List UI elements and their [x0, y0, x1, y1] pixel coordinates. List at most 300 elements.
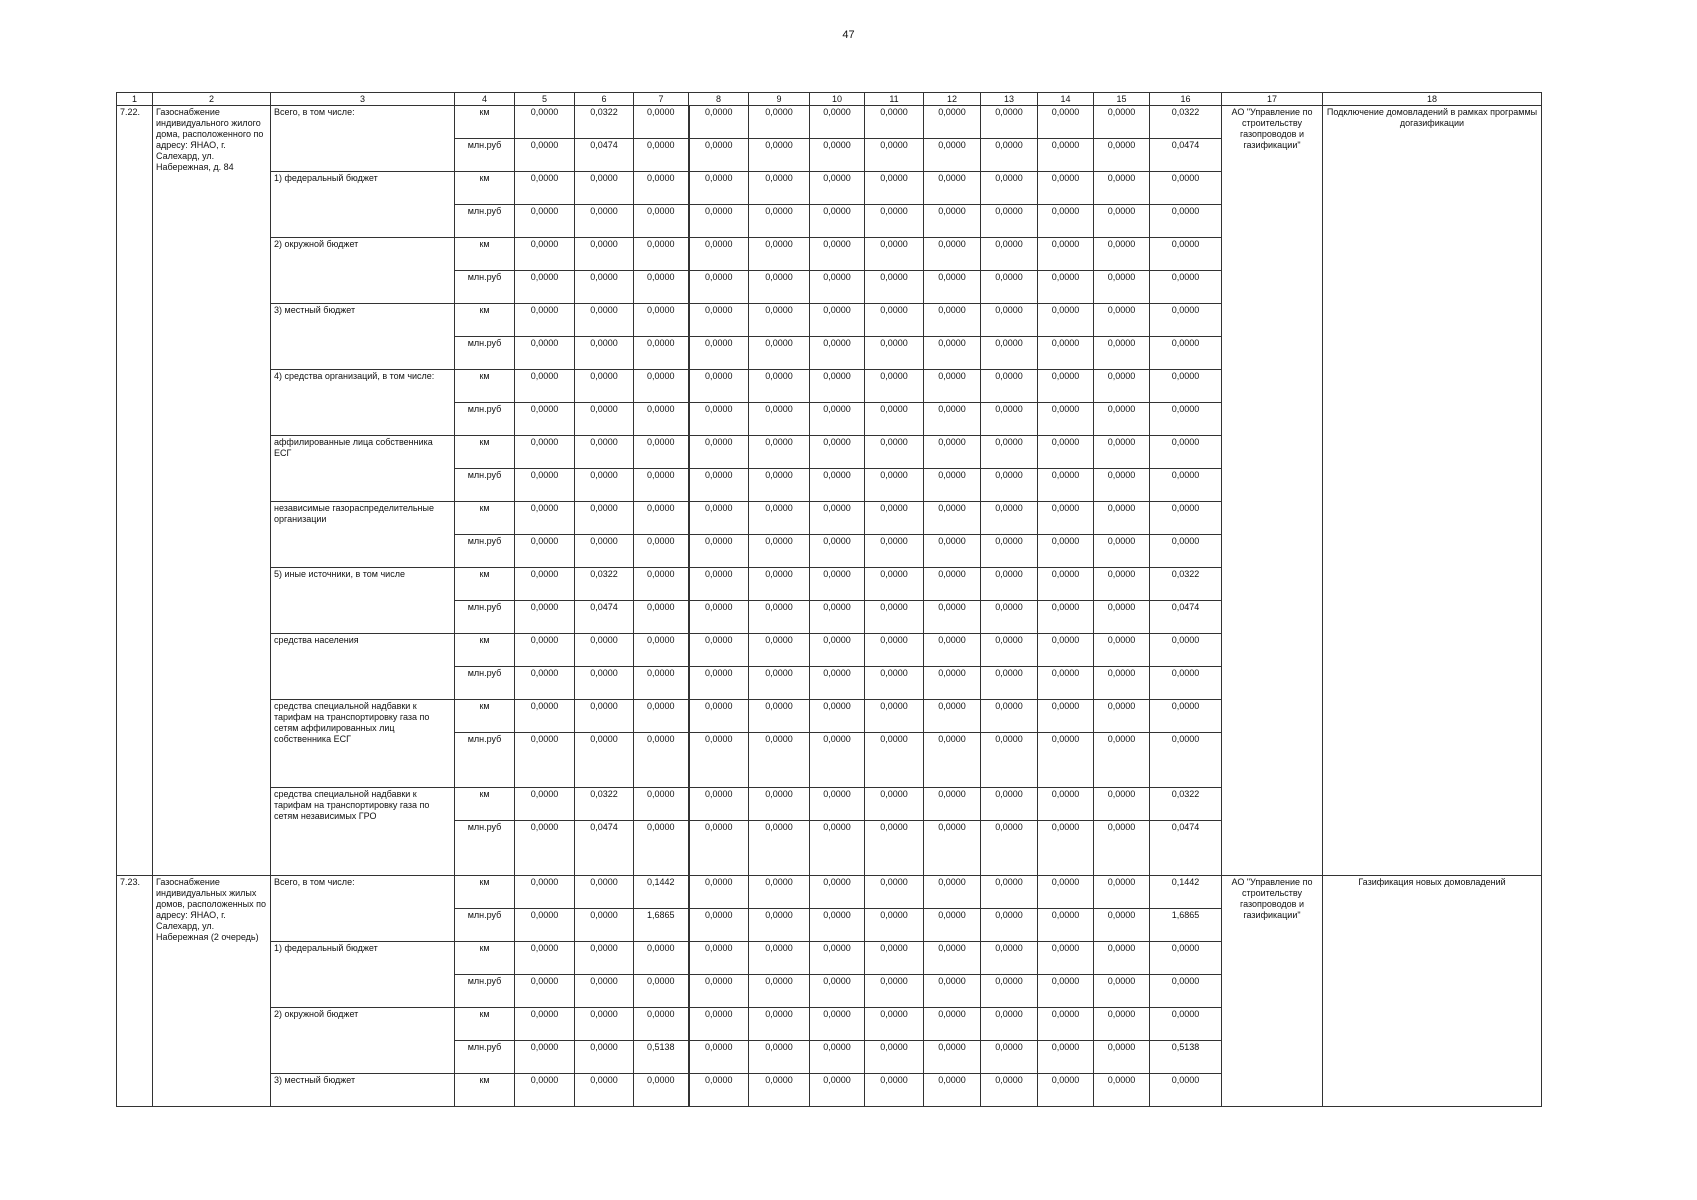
value-cell: 0,0000	[981, 172, 1038, 205]
value-cell: 0,0000	[924, 205, 981, 238]
value-cell: 0,0000	[749, 1008, 810, 1041]
value-cell: 0,0000	[924, 403, 981, 436]
header-cell-6: 6	[575, 93, 634, 106]
value-cell: 0,0000	[1094, 568, 1150, 601]
value-cell: 0,0000	[634, 535, 689, 568]
value-cell: 0,0000	[810, 370, 865, 403]
unit-cell: км	[455, 876, 515, 909]
value-cell: 0,0000	[575, 337, 634, 370]
value-cell: 0,0000	[515, 535, 575, 568]
value-cell: 0,0000	[981, 502, 1038, 535]
value-cell: 0,0000	[689, 634, 749, 667]
value-cell: 0,0000	[924, 238, 981, 271]
funding-source-label: 1) федеральный бюджет	[271, 172, 455, 238]
funding-source-label: средства специальной надбавки к тарифам на транспортировку газа по сетям независимых ГРО	[271, 788, 455, 876]
header-cell-1: 1	[117, 93, 153, 106]
header-cell-12: 12	[924, 93, 981, 106]
value-cell: 0,0000	[515, 700, 575, 733]
value-cell: 0,0000	[981, 601, 1038, 634]
value-cell: 0,0000	[810, 568, 865, 601]
header-cell-13: 13	[981, 93, 1038, 106]
value-cell: 0,0474	[1150, 601, 1222, 634]
value-cell: 0,0000	[981, 271, 1038, 304]
value-cell: 0,0000	[689, 172, 749, 205]
value-cell: 0,0000	[515, 667, 575, 700]
value-cell: 0,0000	[634, 172, 689, 205]
value-cell: 0,0322	[575, 568, 634, 601]
value-cell: 0,0000	[810, 788, 865, 821]
header-cell-16: 16	[1150, 93, 1222, 106]
value-cell: 0,0000	[865, 205, 924, 238]
value-cell: 0,0000	[689, 304, 749, 337]
value-cell: 0,0000	[749, 700, 810, 733]
header-cell-5: 5	[515, 93, 575, 106]
value-cell: 0,0000	[1038, 1008, 1094, 1041]
value-cell: 0,0000	[981, 876, 1038, 909]
value-cell: 0,0000	[689, 1008, 749, 1041]
value-cell: 0,0000	[1150, 436, 1222, 469]
funding-source-label: независимые газораспределительные организации	[271, 502, 455, 568]
value-cell: 0,0000	[865, 821, 924, 876]
value-cell: 1,6865	[1150, 909, 1222, 942]
value-cell: 0,0000	[689, 700, 749, 733]
funding-source-label: 1) федеральный бюджет	[271, 942, 455, 1008]
value-cell: 0,0000	[810, 337, 865, 370]
value-cell: 0,0000	[749, 337, 810, 370]
value-cell: 0,0000	[634, 700, 689, 733]
value-cell: 0,0000	[810, 733, 865, 788]
value-cell: 0,0000	[634, 634, 689, 667]
project-note: Газификация новых домовладений	[1323, 876, 1542, 1107]
value-cell: 0,0000	[575, 238, 634, 271]
header-row	[117, 93, 1542, 106]
value-cell: 0,0000	[515, 436, 575, 469]
value-cell: 0,0000	[1094, 700, 1150, 733]
value-cell: 0,0000	[1094, 634, 1150, 667]
value-cell: 0,0000	[634, 139, 689, 172]
value-cell: 0,0000	[1038, 700, 1094, 733]
value-cell: 0,0000	[810, 436, 865, 469]
value-cell: 0,0000	[749, 172, 810, 205]
value-cell: 0,0000	[1150, 1008, 1222, 1041]
unit-cell: млн.руб	[455, 975, 515, 1008]
value-cell: 0,0000	[981, 304, 1038, 337]
value-cell: 0,0000	[865, 403, 924, 436]
section-title: Газоснабжение индивидуальных жилых домов, расположенных по адресу: ЯНАО, г. Салехард, ул. Набережная (2 очередь)	[153, 876, 271, 1107]
project-note: Подключение домовладений в рамках программы догазификации	[1323, 106, 1542, 876]
value-cell: 0,0474	[575, 139, 634, 172]
value-cell: 0,0000	[634, 568, 689, 601]
value-cell: 0,0000	[689, 821, 749, 876]
value-cell: 0,0000	[1038, 139, 1094, 172]
value-cell: 0,0000	[1038, 304, 1094, 337]
value-cell: 0,0000	[575, 1041, 634, 1074]
unit-cell: млн.руб	[455, 667, 515, 700]
funding-source-label: 2) окружной бюджет	[271, 238, 455, 304]
value-cell: 0,0000	[749, 502, 810, 535]
value-cell: 0,0000	[981, 370, 1038, 403]
value-cell: 0,0000	[865, 1074, 924, 1107]
unit-cell: млн.руб	[455, 909, 515, 942]
value-cell: 0,0000	[1094, 1008, 1150, 1041]
value-cell: 0,0000	[634, 238, 689, 271]
unit-cell: км	[455, 370, 515, 403]
value-cell: 0,0000	[689, 370, 749, 403]
value-cell: 0,0000	[1038, 370, 1094, 403]
value-cell: 0,0000	[981, 1008, 1038, 1041]
value-cell: 0,0000	[634, 106, 689, 139]
value-cell: 0,0000	[749, 139, 810, 172]
value-cell: 0,0000	[634, 667, 689, 700]
table-row	[117, 106, 1542, 139]
funding-source-label: средства населения	[271, 634, 455, 700]
value-cell: 0,0000	[981, 733, 1038, 788]
value-cell: 0,5138	[1150, 1041, 1222, 1074]
value-cell: 0,0000	[810, 667, 865, 700]
value-cell: 0,0000	[1150, 634, 1222, 667]
header-cell-17: 17	[1222, 93, 1323, 106]
header-cell-3: 3	[271, 93, 455, 106]
value-cell: 0,0000	[1150, 667, 1222, 700]
value-cell: 0,0474	[1150, 139, 1222, 172]
value-cell: 0,0000	[749, 370, 810, 403]
value-cell: 0,0000	[924, 975, 981, 1008]
value-cell: 0,0000	[575, 700, 634, 733]
unit-cell: млн.руб	[455, 601, 515, 634]
value-cell: 0,0000	[515, 909, 575, 942]
value-cell: 0,0000	[749, 238, 810, 271]
value-cell: 0,0000	[981, 106, 1038, 139]
value-cell: 0,0000	[749, 821, 810, 876]
value-cell: 0,0000	[689, 238, 749, 271]
funding-source-label: 2) окружной бюджет	[271, 1008, 455, 1074]
table-row	[117, 876, 1542, 909]
executor-org: АО "Управление по строительству газопроводов и газификации"	[1222, 876, 1323, 1107]
value-cell: 0,0000	[924, 535, 981, 568]
value-cell: 0,0000	[575, 667, 634, 700]
value-cell: 0,0000	[810, 601, 865, 634]
unit-cell: км	[455, 568, 515, 601]
unit-cell: км	[455, 942, 515, 975]
unit-cell: км	[455, 106, 515, 139]
value-cell: 0,0000	[1150, 337, 1222, 370]
value-cell: 0,0000	[1094, 139, 1150, 172]
value-cell: 0,0000	[1094, 601, 1150, 634]
value-cell: 0,0000	[515, 106, 575, 139]
value-cell: 0,0000	[1150, 1074, 1222, 1107]
value-cell: 0,0000	[1094, 733, 1150, 788]
value-cell: 0,0000	[924, 436, 981, 469]
value-cell: 0,0000	[1038, 436, 1094, 469]
value-cell: 0,0000	[865, 436, 924, 469]
value-cell: 0,0000	[1038, 271, 1094, 304]
value-cell: 0,0000	[575, 370, 634, 403]
value-cell: 0,0000	[515, 788, 575, 821]
value-cell: 0,0000	[1094, 1041, 1150, 1074]
value-cell: 0,0000	[1038, 942, 1094, 975]
unit-cell: км	[455, 238, 515, 271]
unit-cell: млн.руб	[455, 821, 515, 876]
value-cell: 0,0000	[1038, 601, 1094, 634]
value-cell: 0,0000	[515, 601, 575, 634]
value-cell: 0,0000	[865, 172, 924, 205]
header-cell-9: 9	[749, 93, 810, 106]
value-cell: 0,0000	[515, 733, 575, 788]
value-cell: 0,0000	[749, 469, 810, 502]
unit-cell: млн.руб	[455, 403, 515, 436]
value-cell: 0,0000	[810, 304, 865, 337]
value-cell: 0,0000	[515, 821, 575, 876]
value-cell: 0,0000	[515, 238, 575, 271]
value-cell: 0,0000	[810, 1008, 865, 1041]
value-cell: 0,0000	[1150, 975, 1222, 1008]
value-cell: 0,0000	[515, 568, 575, 601]
value-cell: 0,0000	[1038, 909, 1094, 942]
value-cell: 0,0000	[1094, 106, 1150, 139]
value-cell: 0,0000	[1150, 700, 1222, 733]
page-number: 47	[842, 29, 855, 41]
value-cell: 0,0000	[1038, 535, 1094, 568]
value-cell: 0,0000	[689, 942, 749, 975]
value-cell: 0,0000	[689, 436, 749, 469]
value-cell: 0,0000	[1094, 502, 1150, 535]
value-cell: 0,0000	[981, 975, 1038, 1008]
value-cell: 1,6865	[634, 909, 689, 942]
value-cell: 0,0000	[924, 502, 981, 535]
value-cell: 0,0000	[689, 469, 749, 502]
header-cell-15: 15	[1094, 93, 1150, 106]
value-cell: 0,0000	[749, 535, 810, 568]
value-cell: 0,0000	[575, 469, 634, 502]
value-cell: 0,0000	[865, 975, 924, 1008]
value-cell: 0,0000	[981, 139, 1038, 172]
unit-cell: км	[455, 788, 515, 821]
value-cell: 0,0000	[634, 601, 689, 634]
value-cell: 0,0000	[689, 788, 749, 821]
value-cell: 0,0000	[1094, 436, 1150, 469]
value-cell: 0,0000	[1038, 469, 1094, 502]
value-cell: 0,0000	[924, 733, 981, 788]
value-cell: 0,0000	[810, 139, 865, 172]
value-cell: 0,0000	[575, 172, 634, 205]
value-cell: 0,0000	[575, 502, 634, 535]
value-cell: 0,0000	[634, 975, 689, 1008]
value-cell: 0,0000	[575, 634, 634, 667]
value-cell: 0,0000	[515, 337, 575, 370]
value-cell: 0,0000	[634, 205, 689, 238]
value-cell: 0,0000	[575, 909, 634, 942]
value-cell: 0,0000	[981, 337, 1038, 370]
value-cell: 0,0000	[515, 304, 575, 337]
executor-org: АО "Управление по строительству газопроводов и газификации"	[1222, 106, 1323, 876]
value-cell: 0,0000	[924, 601, 981, 634]
value-cell: 0,0000	[810, 502, 865, 535]
value-cell: 0,0000	[865, 942, 924, 975]
value-cell: 0,0000	[515, 876, 575, 909]
value-cell: 0,0000	[1150, 535, 1222, 568]
value-cell: 0,0000	[1094, 370, 1150, 403]
value-cell: 0,0000	[810, 469, 865, 502]
value-cell: 0,0000	[515, 205, 575, 238]
value-cell: 0,0000	[924, 172, 981, 205]
funding-source-label: средства специальной надбавки к тарифам на транспортировку газа по сетям аффилированных лиц собственника ЕСГ	[271, 700, 455, 788]
value-cell: 0,0000	[924, 1041, 981, 1074]
value-cell: 0,0000	[924, 139, 981, 172]
value-cell: 0,0000	[515, 942, 575, 975]
value-cell: 0,0000	[865, 733, 924, 788]
unit-cell: км	[455, 1008, 515, 1041]
value-cell: 0,0000	[981, 667, 1038, 700]
value-cell: 0,0000	[865, 271, 924, 304]
value-cell: 0,0000	[981, 205, 1038, 238]
value-cell: 0,0000	[810, 634, 865, 667]
value-cell: 0,0000	[1094, 172, 1150, 205]
value-cell: 0,0000	[865, 106, 924, 139]
value-cell: 0,0322	[1150, 106, 1222, 139]
funding-source-label: 3) местный бюджет	[271, 304, 455, 370]
value-cell: 0,0000	[981, 1074, 1038, 1107]
value-cell: 0,0000	[634, 337, 689, 370]
value-cell: 0,0000	[1038, 1074, 1094, 1107]
value-cell: 0,0000	[634, 469, 689, 502]
value-cell: 0,0000	[981, 238, 1038, 271]
value-cell: 0,0000	[1094, 975, 1150, 1008]
value-cell: 0,0000	[689, 667, 749, 700]
unit-cell: км	[455, 700, 515, 733]
value-cell: 0,0322	[575, 106, 634, 139]
value-cell: 0,0000	[1150, 733, 1222, 788]
value-cell: 0,0000	[515, 502, 575, 535]
value-cell: 0,0000	[865, 1041, 924, 1074]
value-cell: 0,0000	[749, 271, 810, 304]
value-cell: 0,0000	[1150, 172, 1222, 205]
value-cell: 0,0000	[810, 821, 865, 876]
value-cell: 0,0000	[1094, 1074, 1150, 1107]
value-cell: 0,0000	[634, 436, 689, 469]
value-cell: 0,0000	[924, 304, 981, 337]
value-cell: 0,0000	[515, 975, 575, 1008]
value-cell: 0,0000	[865, 568, 924, 601]
value-cell: 0,0000	[689, 876, 749, 909]
value-cell: 0,0474	[1150, 821, 1222, 876]
value-cell: 0,0000	[924, 876, 981, 909]
value-cell: 0,0000	[634, 1074, 689, 1107]
value-cell: 0,0322	[575, 788, 634, 821]
funding-source-label: Всего, в том числе:	[271, 106, 455, 172]
value-cell: 0,0000	[515, 172, 575, 205]
value-cell: 0,0000	[865, 634, 924, 667]
value-cell: 0,0000	[689, 568, 749, 601]
value-cell: 0,0000	[924, 634, 981, 667]
value-cell: 0,0000	[1150, 403, 1222, 436]
value-cell: 0,0000	[749, 634, 810, 667]
value-cell: 0,0000	[575, 942, 634, 975]
value-cell: 0,0000	[1094, 403, 1150, 436]
value-cell: 0,0000	[1150, 469, 1222, 502]
value-cell: 0,0000	[749, 403, 810, 436]
value-cell: 0,0000	[1038, 821, 1094, 876]
value-cell: 0,0000	[924, 568, 981, 601]
value-cell: 0,0000	[924, 337, 981, 370]
value-cell: 0,0000	[981, 788, 1038, 821]
value-cell: 0,0000	[634, 304, 689, 337]
value-cell: 0,0322	[1150, 568, 1222, 601]
value-cell: 0,0000	[1038, 205, 1094, 238]
value-cell: 0,0000	[810, 106, 865, 139]
header-cell-2: 2	[153, 93, 271, 106]
value-cell: 0,0000	[1094, 205, 1150, 238]
section-title: Газоснабжение индивидуального жилого дома, расположенного по адресу: ЯНАО, г. Салехард, ул. Набережная, д. 84	[153, 106, 271, 876]
value-cell: 0,0000	[749, 733, 810, 788]
value-cell: 0,0000	[1038, 568, 1094, 601]
header-cell-14: 14	[1038, 93, 1094, 106]
value-cell: 0,0000	[865, 876, 924, 909]
funding-source-label: Всего, в том числе:	[271, 876, 455, 942]
value-cell: 0,0000	[515, 370, 575, 403]
unit-cell: млн.руб	[455, 535, 515, 568]
value-cell: 0,0000	[634, 271, 689, 304]
value-cell: 0,0000	[924, 909, 981, 942]
value-cell: 0,0000	[981, 535, 1038, 568]
value-cell: 0,0000	[981, 403, 1038, 436]
value-cell: 0,0000	[810, 876, 865, 909]
value-cell: 0,0000	[1038, 337, 1094, 370]
investment-table	[116, 92, 1542, 1107]
value-cell: 0,0000	[981, 1041, 1038, 1074]
value-cell: 0,0000	[865, 601, 924, 634]
unit-cell: км	[455, 304, 515, 337]
unit-cell: млн.руб	[455, 205, 515, 238]
value-cell: 0,5138	[634, 1041, 689, 1074]
value-cell: 0,0000	[924, 942, 981, 975]
value-cell: 0,0000	[1094, 876, 1150, 909]
funding-source-label: 4) средства организаций, в том числе:	[271, 370, 455, 436]
value-cell: 0,0000	[924, 821, 981, 876]
value-cell: 0,0000	[575, 403, 634, 436]
value-cell: 0,0000	[575, 436, 634, 469]
value-cell: 0,0000	[924, 1008, 981, 1041]
value-cell: 0,0000	[865, 788, 924, 821]
value-cell: 0,0000	[1150, 205, 1222, 238]
value-cell: 0,0000	[1094, 788, 1150, 821]
value-cell: 0,0000	[689, 502, 749, 535]
value-cell: 0,0000	[810, 700, 865, 733]
value-cell: 0,0474	[575, 601, 634, 634]
value-cell: 0,0000	[1150, 370, 1222, 403]
value-cell: 0,0000	[865, 337, 924, 370]
value-cell: 0,0474	[575, 821, 634, 876]
funding-source-label: 5) иные источники, в том числе	[271, 568, 455, 634]
value-cell: 0,0000	[749, 667, 810, 700]
value-cell: 0,0000	[689, 403, 749, 436]
value-cell: 0,0000	[634, 1008, 689, 1041]
value-cell: 0,0000	[981, 700, 1038, 733]
value-cell: 0,0000	[749, 601, 810, 634]
value-cell: 0,0000	[1150, 271, 1222, 304]
value-cell: 0,0000	[924, 1074, 981, 1107]
value-cell: 0,0000	[810, 172, 865, 205]
value-cell: 0,0000	[810, 909, 865, 942]
value-cell: 0,0000	[810, 238, 865, 271]
value-cell: 0,0000	[924, 271, 981, 304]
value-cell: 0,0000	[515, 139, 575, 172]
value-cell: 0,0000	[749, 975, 810, 1008]
value-cell: 0,0000	[865, 700, 924, 733]
value-cell: 0,0000	[749, 436, 810, 469]
value-cell: 0,0000	[1038, 1041, 1094, 1074]
unit-cell: млн.руб	[455, 139, 515, 172]
value-cell: 0,0000	[689, 271, 749, 304]
